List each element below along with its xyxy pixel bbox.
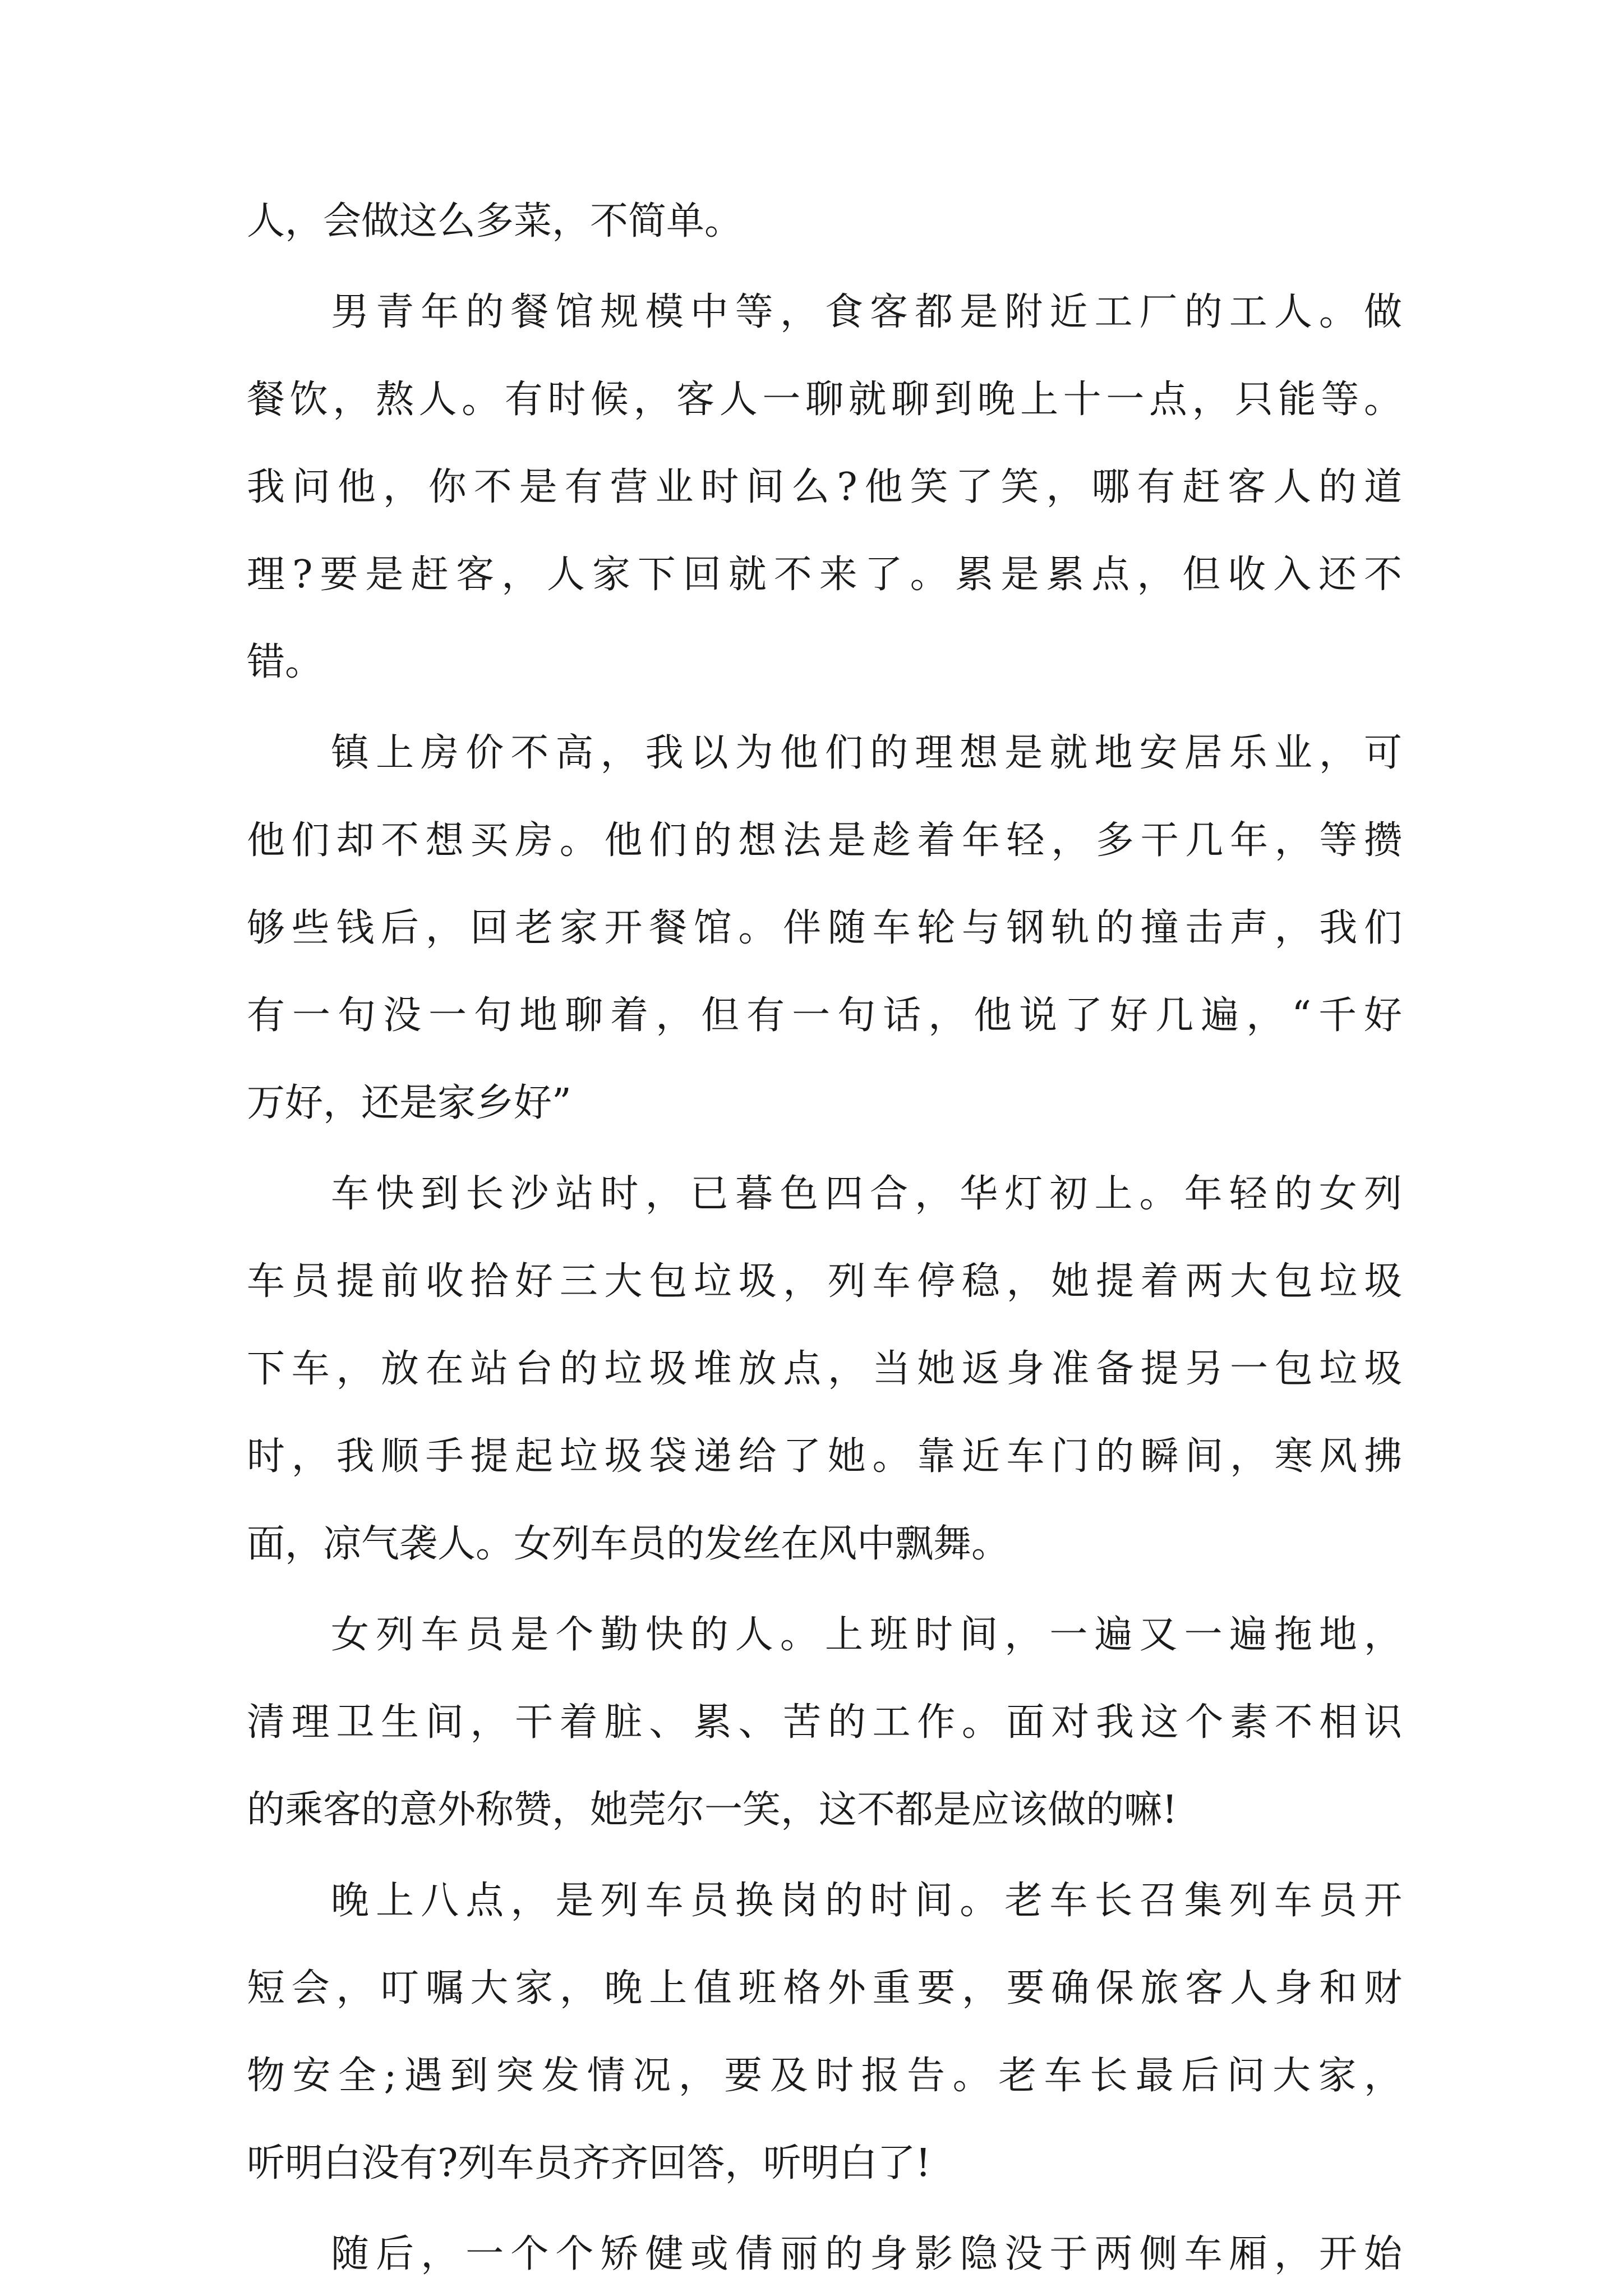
text-line: 时，我顺手提起垃圾袋递给了她。靠近车门的瞬间，寒风拂 — [247, 1434, 1402, 1479]
text-line: 的乘客的意外称赞，她莞尔一笑，这不都是应该做的嘛! — [247, 1788, 1178, 1832]
text-line: 短会，叮嘱大家，晚上值班格外重要，要确保旅客人身和财 — [247, 1966, 1402, 2010]
text-line: 晚上八点，是列车员换岗的时间。老车长召集列车员开 — [331, 1879, 1402, 1923]
text-line: 万好，还是家乡好” — [247, 1081, 571, 1125]
text-line: 镇上房价不高，我以为他们的理想是就地安居乐业，可 — [331, 731, 1402, 775]
text-line: 物安全;遇到突发情况，要及时报告。老车长最后问大家， — [247, 2054, 1402, 2098]
text-line: 够些钱后，回老家开餐馆。伴随车轮与钢轨的撞击声，我们 — [247, 906, 1402, 950]
text-line: 人，会做这么多菜，不简单。 — [247, 199, 743, 243]
text-line: 清理卫生间，干着脏、累、苦的工作。面对我这个素不相识 — [247, 1700, 1402, 1745]
text-line: 下车，放在站台的垃圾堆放点，当她返身准备提另一包垃圾 — [247, 1347, 1402, 1391]
text-line: 女列车员是个勤快的人。上班时间，一遍又一遍拖地， — [331, 1613, 1402, 1657]
text-line: 我问他，你不是有营业时间么?他笑了笑，哪有赶客人的道 — [247, 465, 1402, 509]
text-line: 车快到长沙站时，已暮色四合，华灯初上。年轻的女列 — [331, 1172, 1402, 1216]
text-line: 男青年的餐馆规模中等，食客都是附近工厂的工人。做 — [331, 290, 1402, 334]
text-line: 随后，一个个矫健或倩丽的身影隐没于两侧车厢，开始 — [331, 2232, 1402, 2276]
text-line: 面，凉气袭人。女列车员的发丝在风中飘舞。 — [247, 1522, 1010, 1566]
text-line: 他们却不想买房。他们的想法是趁着年轻，多干几年，等攒 — [247, 818, 1402, 863]
text-line: 理?要是赶客，人家下回就不来了。累是累点，但收入还不 — [247, 553, 1402, 597]
text-line: 听明白没有?列车员齐齐回答，听明白了! — [247, 2141, 931, 2185]
text-line: 有一句没一句地聊着，但有一句话，他说了好几遍，“千好 — [247, 993, 1402, 1038]
text-line: 错。 — [247, 640, 324, 684]
text-line: 餐饮，熬人。有时候，客人一聊就聊到晚上十一点，只能等。 — [247, 378, 1402, 422]
text-line: 车员提前收拾好三大包垃圾，列车停稳，她提着两大包垃圾 — [247, 1259, 1402, 1304]
